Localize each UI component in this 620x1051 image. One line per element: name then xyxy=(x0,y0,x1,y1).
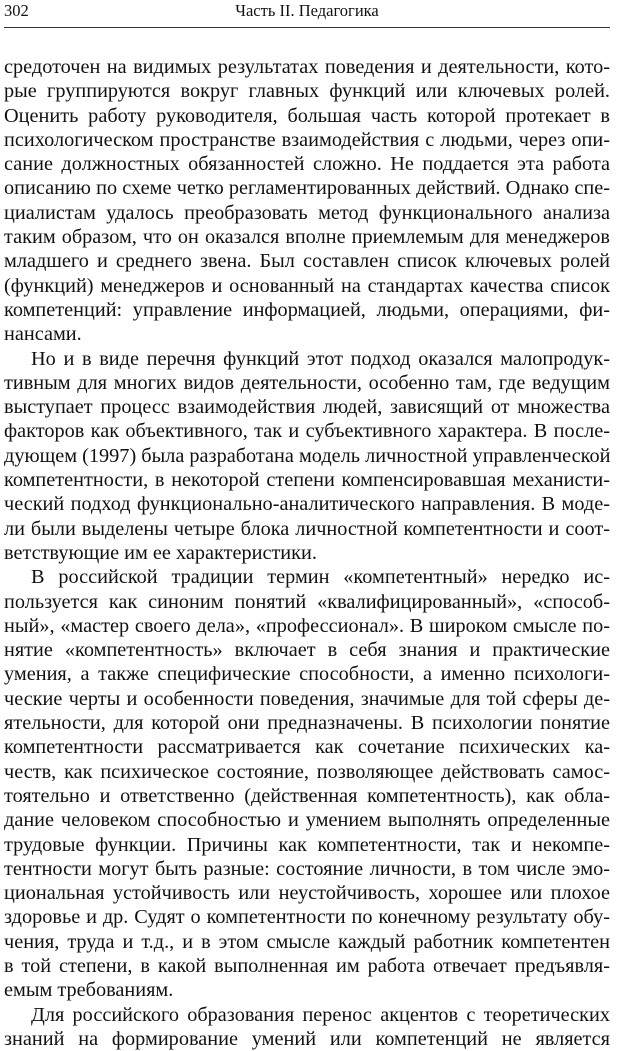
text-line: факторов как объективного, так и субъективного характера. В после- xyxy=(4,420,610,443)
text-line: компетентности, в некоторой степени компенсировавшая механисти- xyxy=(4,469,610,492)
text-line: Оценить работу руководителя, большая часть которой протекает в xyxy=(4,104,610,127)
text-line: дание человеком способностью и умением выполнять определенные xyxy=(4,809,610,832)
header-rule xyxy=(4,27,610,28)
text-line: знаний на формирование умений или компетенций не является xyxy=(4,1027,610,1050)
text-line: емым требованиям. xyxy=(4,979,174,1002)
text-line: ветствующие им ее характеристики. xyxy=(4,541,317,564)
text-line: умения, а также специфические способности, а именно психологи- xyxy=(4,663,610,686)
page-number: 302 xyxy=(4,1,29,20)
text-line: в той степени, в какой выполненная им работа отвечает предъявля- xyxy=(4,954,610,977)
text-line: ли были выделены четыре блока личностной компетентности и соот- xyxy=(4,517,610,540)
text-line: рые группируются вокруг главных функций или ключевых ролей. xyxy=(4,80,610,103)
text-line: здоровье и др. Судят о компетентности по конечному результату обу- xyxy=(4,906,610,929)
text-line: Для российского образования перенос акцентов с теоретических xyxy=(31,1003,610,1026)
text-line: честв, как психическое состояние, позволяющее действовать самос- xyxy=(4,760,610,783)
text-line: ческий подход функционально-аналитического направления. В моде- xyxy=(4,493,610,516)
text-line: чения, труда и т.д., и в этом смысле каждый работник компетентен xyxy=(4,930,610,953)
text-line: ный», «мастер своего дела», «профессионал». В широком смысле по- xyxy=(4,614,610,637)
text-line: циональная устойчивость или неустойчивость, хорошее или плохое xyxy=(4,882,610,905)
text-line: тоятельно и ответственно (действенная компетентность), как обла- xyxy=(4,784,610,807)
text-line: выступает процесс взаимодействия людей, зависящий от множества xyxy=(4,396,610,419)
running-head xyxy=(4,0,610,26)
text-line: тентности могут быть разные: состояние личности, в том числе эмо- xyxy=(4,857,610,880)
text-line: средоточен на видимых результатах поведения и деятельности, кото- xyxy=(4,56,610,78)
text-line: Но и в виде перечня функций этот подход оказался малопродук- xyxy=(31,347,610,370)
text-line: таким образом, что он оказался вполне приемлемым для менеджеров xyxy=(4,226,610,249)
text-line: ческие черты и особенности поведения, значимые для той сферы де- xyxy=(4,687,610,710)
text-line: компетентности рассматривается как сочетание психических ка- xyxy=(4,736,610,759)
text-line: тивным для многих видов деятельности, особенно там, где ведущим xyxy=(4,371,610,394)
text-line: младшего и среднего звена. Был составлен список ключевых ролей xyxy=(4,250,610,273)
text-line: (функций) менеджеров и основанный на стандартах качества список xyxy=(4,274,610,297)
text-line: трудовые функции. Причины как компетентности, так и некомпе- xyxy=(4,833,610,856)
text-line: дующем (1997) была разработана модель личностной управленческой xyxy=(4,444,610,467)
text-line: пользуется как синоним понятий «квалифицированный», «способ- xyxy=(4,590,610,613)
text-line: психологическом пространстве взаимодействия с людьми, через опи- xyxy=(4,128,610,151)
text-line: сание должностных обязанностей сложно. Не поддается эта работа xyxy=(4,153,610,176)
text-line: описанию по схеме четко регламентированных действий. Однако спе- xyxy=(4,177,610,200)
text-line: компетенций: управление информацией, людьми, операциями, фи- xyxy=(4,298,610,321)
body-text xyxy=(4,55,610,1051)
text-line: циалистам удалось преобразовать метод функционального анализа xyxy=(4,201,610,224)
text-line: нансами. xyxy=(4,323,82,346)
text-line: нятие «компетентность» включает в себя знания и практические xyxy=(4,639,610,662)
text-line: В российской традиции термин «компетентный» нередко ис- xyxy=(31,566,610,589)
section-title: Часть II. Педагогика xyxy=(235,1,379,20)
text-line: ятельности, для которой они предназначены. В психологии понятие xyxy=(4,712,610,735)
